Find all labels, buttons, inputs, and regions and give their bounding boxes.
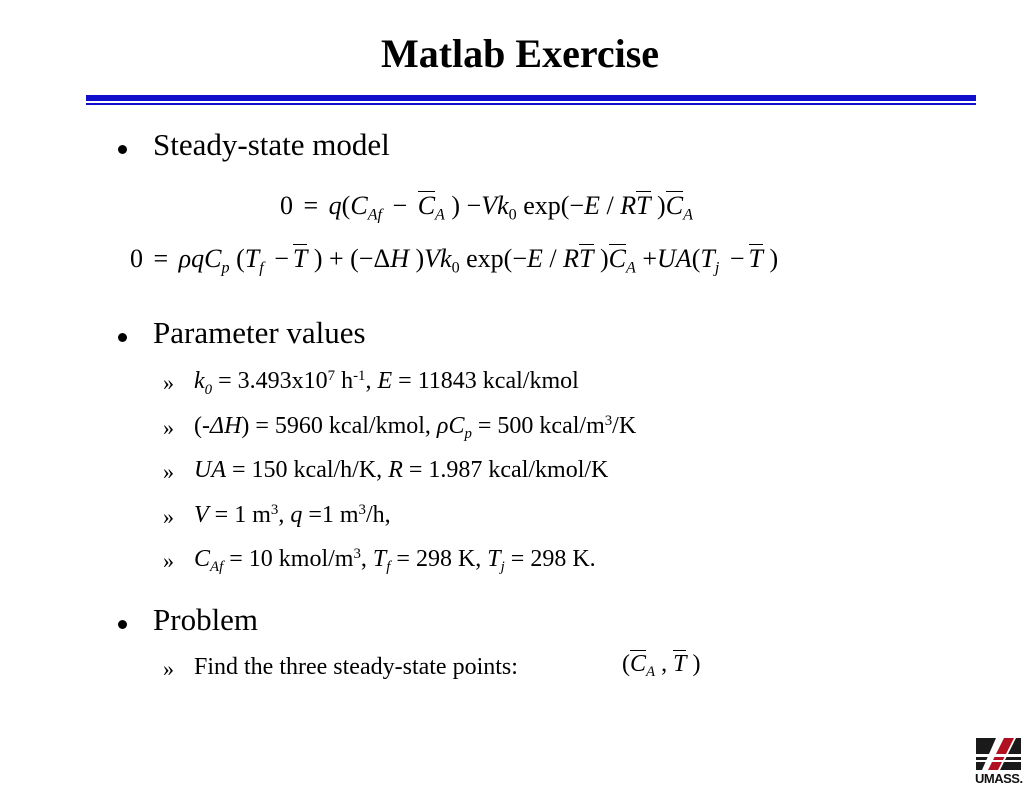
slide-title: Matlab Exercise (380, 31, 660, 76)
param-line-CAf-Tf-Tj: $C_{Af} = 10$ kmol/$m^3$, $T_f = 298$ K, $T_j = 298$ K. (194, 545, 596, 576)
param-line-dH-rhoCp: (-ΔH) = 5960 kcal/kmol, $\rho C_p = 500$ kcal/$m^3/K$ (194, 412, 637, 443)
equation-mass-balance: $0 = q(C_{Af} - C_A$ ) $-Vk_0$ exp(−E / RT )$C_A$ (280, 191, 693, 224)
sub-bullet-marker: » (163, 656, 174, 681)
sub-bullet-marker: » (163, 459, 174, 484)
sub-bullet-marker: » (163, 370, 174, 395)
umass-logo-text: UMASS. (975, 771, 1023, 786)
equation-energy-balance: 0 = ρqC$_p$ ($T_f - T$ ) + (−ΔH )$Vk_0$ exp(−E / RT )$C_A +UA(T_j - T$ ) (130, 244, 779, 277)
param-line-UA-R: UA = 150 kcal/h/K, R = 1.987 kcal/kmol/K (194, 457, 609, 483)
param-line-k0-E: $k_0 = 3.493x10^7$ $h^{-1}$, E = 11843 kcal/kmol (194, 367, 579, 398)
title-rule-thin (86, 103, 976, 105)
sub-bullet-marker: » (163, 415, 174, 440)
bullet-dot (118, 620, 127, 629)
bullet-dot (118, 145, 127, 154)
problem-find-text: Find the three steady-state points: (194, 654, 518, 680)
sub-bullet-marker: » (163, 548, 174, 573)
steady-state-point-tuple: ($C_A$ , T ) (622, 651, 701, 681)
section-heading-steady-state: Steady-state model (153, 127, 390, 162)
bullet-dot (118, 333, 127, 342)
section-heading-parameters: Parameter values (153, 315, 366, 350)
section-heading-problem: Problem (153, 602, 259, 637)
param-line-V-q: V = 1 $m^3$, q =1 $m^3/h$, (194, 501, 391, 528)
sub-bullet-marker: » (163, 504, 174, 529)
title-rule-thick (86, 95, 976, 101)
